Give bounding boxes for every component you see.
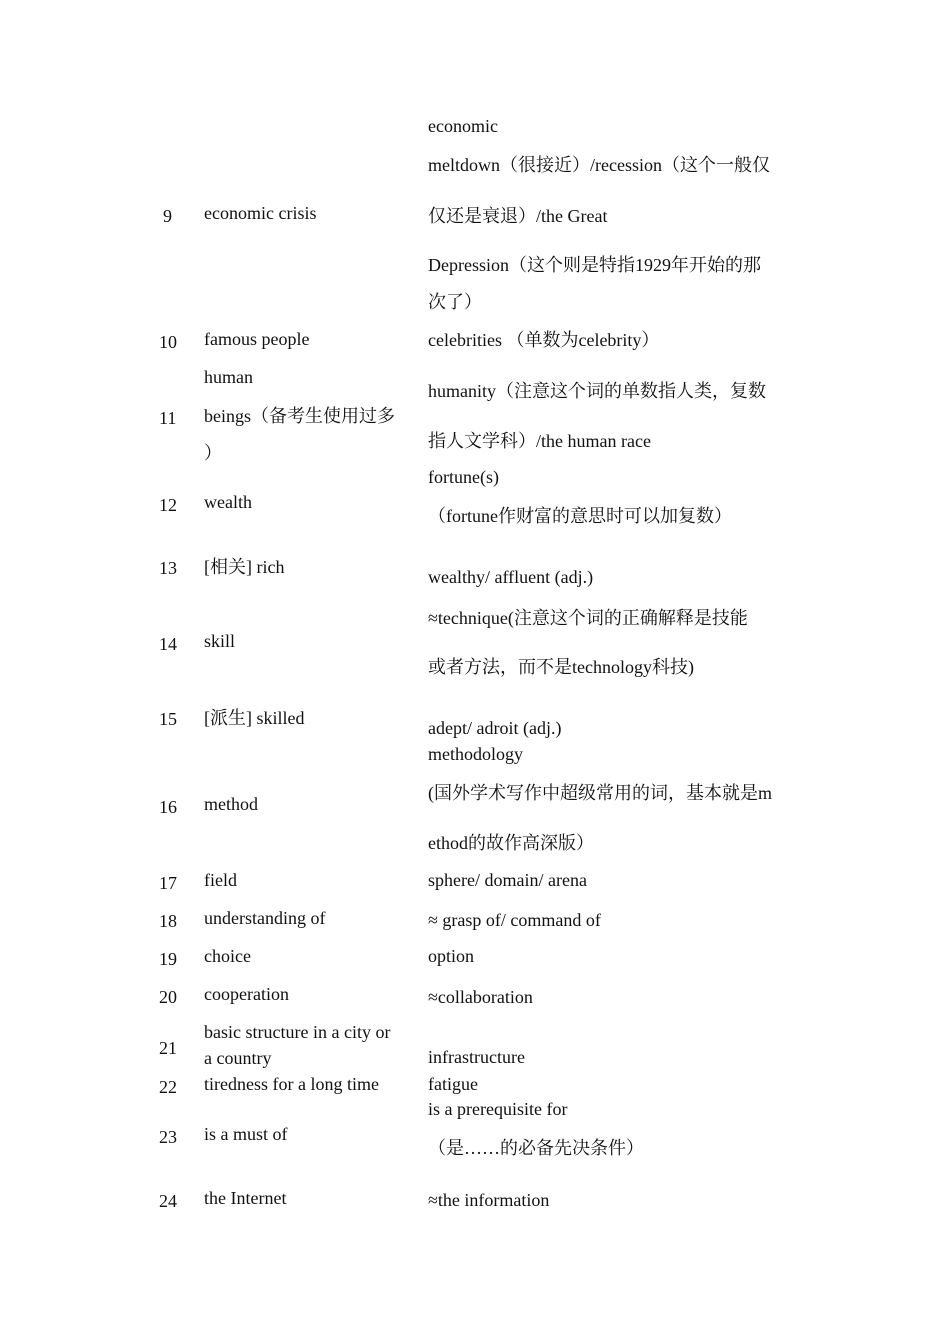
- row-number: 16: [159, 797, 177, 817]
- row-synonym: adept/ adroit (adj.): [428, 718, 562, 738]
- row-word: field: [204, 870, 237, 890]
- row-synonym: celebrities （单数为celebrity）: [428, 330, 660, 350]
- row-synonym: methodology: [428, 744, 523, 764]
- row-synonym: 仅还是衰退）/the Great: [428, 206, 608, 226]
- row-word: choice: [204, 946, 251, 966]
- row-synonym: fatigue: [428, 1074, 478, 1094]
- row-number: 22: [159, 1077, 177, 1097]
- row-synonym: ≈the information: [428, 1190, 550, 1210]
- row-word: the Internet: [204, 1188, 287, 1208]
- row-number: 10: [159, 332, 177, 352]
- row-synonym: option: [428, 946, 475, 966]
- row-word: [派生] skilled: [204, 708, 305, 728]
- row-synonym: fortune(s): [428, 467, 499, 487]
- row-synonym: humanity（注意这个词的单数指人类，复数: [428, 381, 766, 401]
- row-number: 9: [163, 206, 172, 226]
- row-synonym: is a prerequisite for: [428, 1099, 568, 1119]
- row-number: 15: [159, 709, 177, 729]
- row-word: is a must of: [204, 1124, 288, 1144]
- row-synonym: （是……的必备先决条件）: [428, 1138, 644, 1158]
- row-number: 23: [159, 1127, 177, 1147]
- row-number: 24: [159, 1191, 177, 1211]
- row-word: cooperation: [204, 984, 289, 1004]
- row-synonym: infrastructure: [428, 1047, 525, 1067]
- row-word: famous people: [204, 329, 310, 349]
- row-number: 18: [159, 911, 177, 931]
- row-synonym: economic: [428, 116, 498, 136]
- row-number: 21: [159, 1038, 177, 1058]
- row-synonym: wealthy/ affluent (adj.): [428, 567, 594, 587]
- row-word: beings（备考生使用过多: [204, 406, 395, 426]
- row-number: 17: [159, 873, 177, 893]
- row-word: tiredness for a long time: [204, 1074, 379, 1094]
- row-synonym: (国外学术写作中超级常用的词，基本就是m: [428, 783, 772, 803]
- row-number: 14: [159, 634, 177, 654]
- row-synonym: sphere/ domain/ arena: [428, 870, 587, 890]
- row-synonym: （fortune作财富的意思时可以加复数）: [428, 506, 732, 526]
- row-word: method: [204, 794, 258, 814]
- row-synonym: ethod的故作高深版）: [428, 833, 594, 853]
- row-word: a country: [204, 1048, 272, 1068]
- row-word: skill: [204, 631, 236, 651]
- row-synonym: Depression（这个则是特指1929年开始的那: [428, 255, 761, 275]
- row-number: 12: [159, 495, 177, 515]
- row-number: 20: [159, 987, 177, 1007]
- row-number: 13: [159, 558, 177, 578]
- row-number: 11: [159, 408, 177, 428]
- row-synonym: ≈ grasp of/ command of: [428, 910, 601, 930]
- row-word: basic structure in a city or: [204, 1022, 391, 1042]
- row-synonym: ≈technique(注意这个词的正确解释是技能: [428, 608, 748, 628]
- row-synonym: meltdown（很接近）/recession（这个一般仅: [428, 155, 770, 175]
- row-number: 19: [159, 949, 177, 969]
- row-synonym: 或者方法，而不是technology科技): [428, 657, 694, 677]
- row-synonym: 指人文学科）/the human race: [428, 431, 651, 451]
- row-synonym: ≈collaboration: [428, 987, 533, 1007]
- row-word: human: [204, 367, 253, 387]
- row-word: [相关] rich: [204, 557, 285, 577]
- row-word: wealth: [204, 492, 252, 512]
- row-word: ）: [204, 443, 222, 463]
- row-word: economic crisis: [204, 203, 317, 223]
- row-synonym: 次了）: [428, 292, 482, 312]
- row-word: understanding of: [204, 908, 326, 928]
